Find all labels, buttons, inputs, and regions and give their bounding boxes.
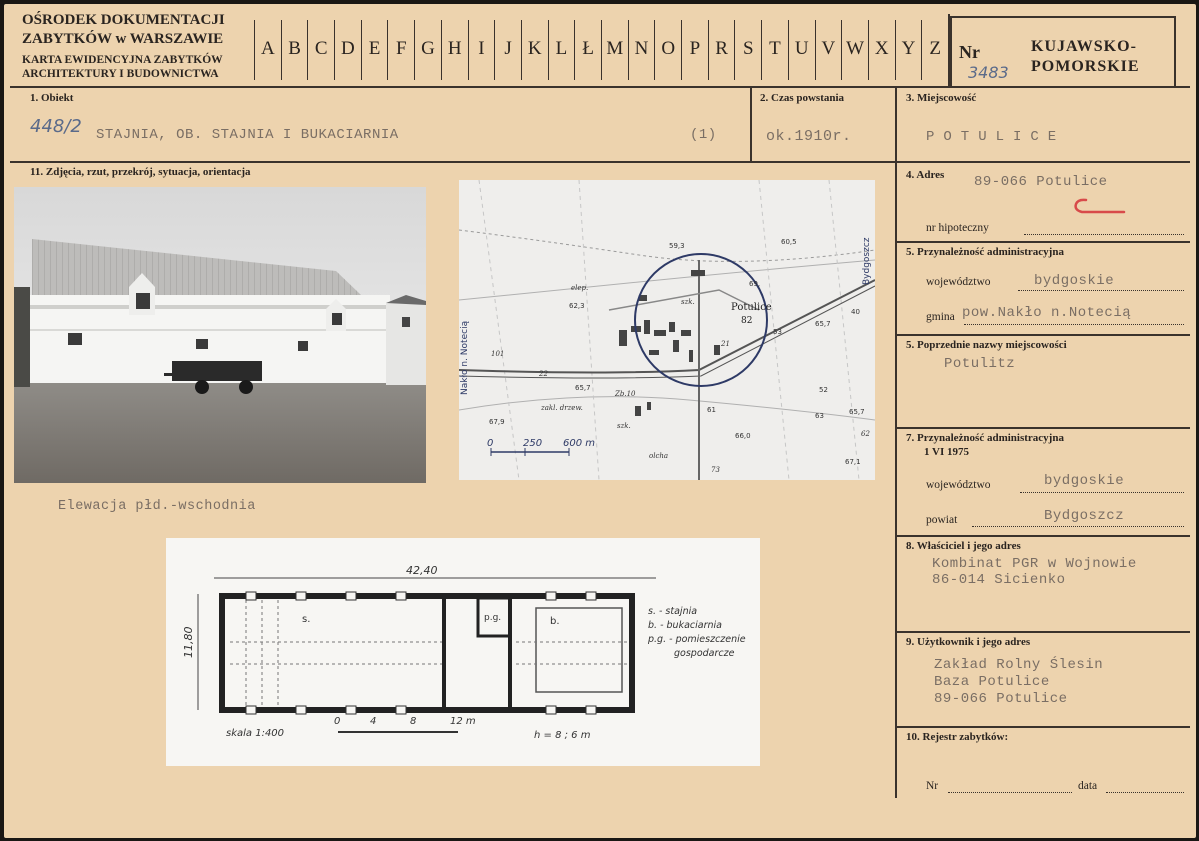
address-value: 89-066 Potulice	[974, 174, 1108, 190]
mortgage-field	[1024, 234, 1184, 235]
alphabet-letter: P	[681, 20, 708, 80]
inventory-card	[4, 4, 1196, 838]
admin-1975-county-value: Bydgoszcz	[1044, 508, 1125, 524]
map-scale-250: 250	[523, 438, 543, 449]
object-label: 1. Obiekt	[30, 92, 74, 104]
map-rail-right: Bydgoszcz	[862, 237, 872, 285]
map-height-label: 60,5	[781, 238, 797, 246]
admin-1975-label-1: 7. Przynależność administracyjna	[906, 432, 1064, 444]
alphabet-letter: A	[254, 20, 281, 80]
map-label: szk.	[617, 422, 631, 430]
admin-1975-voivodeship-label: województwo	[926, 479, 991, 491]
situation-map	[459, 180, 875, 480]
map-label: elep.	[571, 284, 589, 292]
owner-label: 8. Właściciel i jego adres	[906, 540, 1021, 552]
alphabet-letter: M	[601, 20, 628, 80]
map-height-label: 59,3	[669, 242, 685, 250]
map-label: 22	[539, 370, 548, 378]
rule	[897, 631, 1190, 633]
owner-line1: Kombinat PGR w Wojnowie	[932, 556, 1137, 572]
admin-1975-voivodeship-value: bydgoskie	[1044, 473, 1125, 489]
map-height-label: 61	[707, 406, 716, 414]
card-type-line2: ARCHITEKTURY I BUDOWNICTWA	[22, 68, 219, 80]
map-rail-left: Nakło n. Notecią	[460, 320, 470, 395]
dots	[1020, 492, 1184, 493]
user-line3: 89-066 Potulice	[934, 691, 1068, 707]
institution-line1: OŚRODEK DOKUMENTACJI	[22, 12, 225, 28]
admin-voivodeship-label: województwo	[926, 276, 991, 288]
region-line2: POMORSKIE	[1031, 58, 1140, 75]
registry-nr-label: Nr	[926, 780, 939, 792]
alphabet-letter: B	[281, 20, 308, 80]
rule	[897, 334, 1190, 336]
dots	[1106, 792, 1184, 793]
alphabet-letter: J	[494, 20, 521, 80]
alphabet-letter: C	[307, 20, 334, 80]
plan-room-pg: p.g.	[484, 613, 502, 623]
user-label: 9. Użytkownik i jego adres	[906, 636, 1031, 648]
dots	[964, 324, 1184, 325]
building-photo	[14, 187, 426, 483]
divider	[750, 88, 752, 162]
plan-room-s: s.	[302, 614, 311, 625]
dots	[948, 792, 1072, 793]
alphabet-letter: G	[414, 20, 441, 80]
owner-line2: 86-014 Sicienko	[932, 572, 1066, 588]
map-place-name: Potulice	[731, 302, 772, 313]
plan-room-b: b.	[550, 616, 560, 627]
map-height-label: 66,0	[735, 432, 751, 440]
alphabet-letter: W	[841, 20, 868, 80]
alphabet-letter: K	[521, 20, 548, 80]
registry-data-label: data	[1078, 780, 1098, 792]
admin-1975-label-2: 1 VI 1975	[924, 446, 970, 458]
map-height-label: 69,	[749, 280, 761, 288]
map-height-label: 65,7	[849, 408, 865, 416]
user-line2: Baza Potulice	[934, 674, 1050, 690]
photos-label: 11. Zdjęcia, rzut, przekrój, sytuacja, orientacja	[30, 166, 251, 178]
plan-height-text: h = 8 ; 6 m	[534, 730, 591, 741]
region-line1: KUJAWSKO-	[1031, 38, 1137, 55]
admin-label: 5. Przynależność administracyjna	[906, 246, 1064, 258]
map-height-label: 65,7	[575, 384, 591, 392]
plan-legend-pg2: gospodarcze	[674, 648, 735, 659]
locality-value: POTULICE	[926, 129, 1066, 145]
former-names-label: 5. Poprzednie nazwy miejscowości	[906, 339, 1067, 351]
map-label: zakl. drzew.	[541, 404, 583, 412]
date-built-label: 2. Czas powstania	[760, 92, 845, 104]
row-rule	[10, 161, 1190, 163]
map-height-label: 62,3	[569, 302, 585, 310]
map-label: 101	[491, 350, 505, 358]
alphabet-letter: N	[628, 20, 655, 80]
map-label: 62	[861, 430, 870, 438]
map-label: 21	[721, 340, 730, 348]
admin-gmina-label: gmina	[926, 311, 955, 323]
plan-width: 11,80	[182, 626, 195, 658]
alphabet-letter: S	[734, 20, 761, 80]
rule	[897, 241, 1190, 243]
dots	[1018, 290, 1184, 291]
admin-gmina-value: pow.Nakło n.Notecią	[962, 305, 1132, 321]
alphabet-letter: Z	[921, 20, 948, 80]
map-height-label: 67,9	[489, 418, 505, 426]
admin-voivodeship-value: bydgoskie	[1034, 273, 1115, 289]
alphabet-letter: V	[815, 20, 842, 80]
mortgage-label: nr hipoteczny	[926, 222, 989, 234]
map-label: 73	[711, 466, 720, 474]
plan-scale-tick: 12 m	[450, 716, 476, 727]
map-height-label: 63	[815, 412, 824, 420]
map-height-label: 52	[819, 386, 828, 394]
object-hand-code: 448/2	[30, 116, 82, 137]
plan-legend-b: b. - bukaciarnia	[648, 620, 722, 631]
rule	[897, 535, 1190, 537]
alphabet-letter: R	[708, 20, 735, 80]
right-column-divider	[895, 88, 897, 798]
former-names-value: Potulitz	[944, 356, 1016, 372]
alphabet-letter: X	[868, 20, 895, 80]
rule	[897, 427, 1190, 429]
date-built-value: ok.1910r.	[766, 128, 852, 145]
plan-legend-pg1: p.g. - pomieszczenie	[648, 634, 746, 645]
institution-line2: ZABYTKÓW w WARSZAWIE	[22, 31, 224, 47]
card-type-line1: KARTA EWIDENCYJNA ZABYTKÓW	[22, 54, 223, 66]
map-scale-0: 0	[487, 438, 494, 449]
map-place-num: 82	[741, 316, 753, 326]
alphabet-letter: D	[334, 20, 361, 80]
alphabet-letter: F	[387, 20, 414, 80]
map-scale-600: 600 m	[563, 438, 596, 449]
plan-scale-text: skala 1:400	[226, 728, 285, 739]
admin-1975-county-label: powiat	[926, 514, 958, 526]
photo-caption: Elewacja płd.-wschodnia	[58, 499, 256, 514]
locality-label: 3. Miejscowość	[906, 92, 977, 104]
alphabet-letter: Y	[895, 20, 922, 80]
red-mark-icon	[1070, 196, 1130, 216]
alphabet-letter: H	[441, 20, 468, 80]
rule	[897, 726, 1190, 728]
alphabet-letter: T	[761, 20, 788, 80]
nr-value: 3483	[968, 63, 1009, 82]
alphabet-letter: Ł	[574, 20, 601, 80]
map-height-label: 40	[851, 308, 860, 316]
map-label: Zb.10	[615, 390, 636, 398]
alphabet-letter: E	[361, 20, 388, 80]
address-label: 4. Adres	[906, 169, 945, 181]
map-height-label: 65,7	[815, 320, 831, 328]
alphabet-letter: U	[788, 20, 815, 80]
alphabet-letter: I	[468, 20, 495, 80]
header-rule	[10, 86, 1190, 88]
map-height-label: 67,1	[845, 458, 861, 466]
plan-scale-tick: 4	[370, 716, 377, 727]
alphabet-letter: O	[654, 20, 681, 80]
registry-label: 10. Rejestr zabytków:	[906, 731, 1009, 743]
plan-legend-s: s. - stajnia	[648, 606, 698, 617]
map-label: olcha	[649, 452, 669, 460]
map-label: szk.	[681, 298, 695, 306]
object-name: STAJNIA, OB. STAJNIA I BUKACIARNIA	[96, 127, 399, 143]
user-line1: Zakład Rolny Ślesin	[934, 657, 1104, 673]
floor-plan	[166, 538, 760, 766]
plan-scale-tick: 0	[334, 716, 341, 727]
alphabet-letter: L	[548, 20, 575, 80]
object-count: (1)	[690, 127, 717, 143]
plan-length: 42,40	[406, 564, 438, 577]
map-height-label: 53	[773, 328, 782, 336]
nr-label: Nr	[959, 42, 980, 62]
plan-scale-tick: 8	[410, 716, 417, 727]
dots	[972, 526, 1184, 527]
